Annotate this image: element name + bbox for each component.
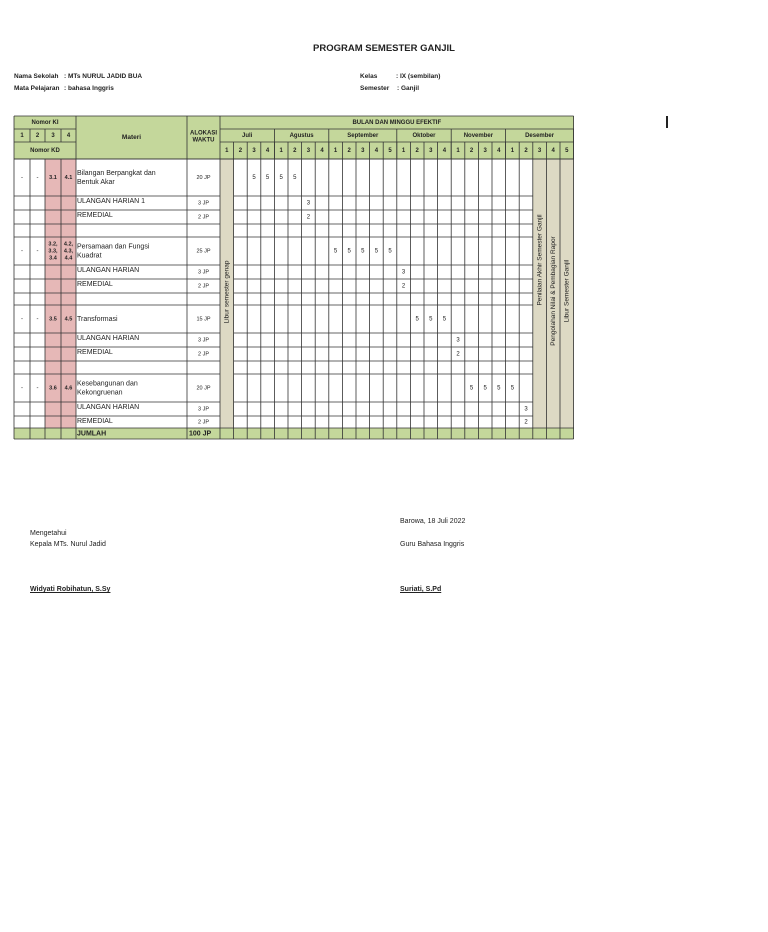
alokasi-value: 3 JP <box>197 269 210 276</box>
alokasi-value: 2 JP <box>197 419 210 426</box>
week-label: 1 <box>510 148 515 155</box>
kd4-value: 4.5 <box>64 316 73 323</box>
week-label: 5 <box>565 148 569 155</box>
week-label: 2 <box>415 148 419 155</box>
materi-header: Materi <box>121 134 142 142</box>
materi-text: REMEDIAL <box>77 280 113 288</box>
week-label: 2 <box>293 148 297 155</box>
materi-text: REMEDIAL <box>77 211 113 219</box>
headmaster-role: Kepala MTs. Nurul Jadid <box>30 541 106 548</box>
week-value: 5 <box>279 175 283 182</box>
headmaster-name: Widyati Robihatun, S.Sy <box>30 586 111 593</box>
materi-text: ULANGAN HARIAN 1 <box>77 197 146 205</box>
ki-number: 1 <box>20 133 24 140</box>
week-label: 3 <box>429 148 433 155</box>
materi-text: ULANGAN HARIAN <box>77 334 140 342</box>
week-value: 3 <box>456 337 460 344</box>
nomor-kd-header: Nomor KD <box>30 148 60 155</box>
ki1-value: - <box>21 248 23 255</box>
ki-number: 4 <box>66 133 71 140</box>
subject-label: Mata Pelajaran <box>14 85 60 92</box>
week-value: 2 <box>401 283 406 290</box>
alokasi-value: 25 JP <box>196 248 211 255</box>
alokasi-value: 20 JP <box>196 385 211 392</box>
week-label: 4 <box>320 148 324 155</box>
program-semester-table <box>0 0 768 460</box>
kd3-value: 3.2, <box>48 241 58 248</box>
teacher-role: Guru Bahasa Inggris <box>400 541 465 548</box>
ki-number: 3 <box>51 133 55 140</box>
week-value: 5 <box>361 248 365 255</box>
kd4-value: 4.6 <box>64 385 73 392</box>
alokasi-value: 20 JP <box>196 174 211 181</box>
ki2-value: - <box>36 175 39 182</box>
alokasi-value: 2 JP <box>197 214 210 221</box>
materi-text: REMEDIAL <box>77 348 113 356</box>
week-label: 2 <box>524 148 528 155</box>
kd3-value: 3.3, <box>48 248 58 255</box>
libur-genap-label: Libur semester genap <box>223 260 231 324</box>
materi-text: Bentuk Akar <box>77 178 115 186</box>
month-label: Juli <box>242 133 253 140</box>
alokasi-header: ALOKASI <box>190 130 217 137</box>
week-value: 2 <box>524 419 528 426</box>
semester-label: Semester <box>360 85 390 92</box>
week-label: 3 <box>306 148 311 155</box>
week-label: 2 <box>469 148 474 155</box>
week-value: 5 <box>388 248 392 255</box>
libur-ganjil-label: Libur Semester Ganjil <box>563 259 571 323</box>
subject-value: : bahasa Inggris <box>64 85 114 92</box>
school-value: : MTs NURUL JADID BUA <box>64 73 143 80</box>
week-value: 5 <box>265 175 270 182</box>
week-label: 4 <box>551 148 555 155</box>
school-label: Nama Sekolah <box>14 73 59 80</box>
month-label: Oktober <box>412 133 436 140</box>
month-label: Agustus <box>289 133 314 140</box>
week-value: 5 <box>415 316 419 323</box>
materi-text: ULANGAN HARIAN <box>77 403 140 411</box>
week-value: 5 <box>442 316 447 323</box>
acknowledge-label: Mengetahui <box>30 530 67 537</box>
week-label: 3 <box>252 148 256 155</box>
nomor-ki-header: Nomor KI <box>31 120 59 127</box>
kd4-value: 4.4 <box>64 255 73 262</box>
kd4-value: 4.1 <box>64 174 73 181</box>
week-value: 5 <box>469 385 474 392</box>
alokasi-value: 3 JP <box>197 200 210 207</box>
week-label: 3 <box>537 148 542 155</box>
materi-text: Kuadrat <box>77 252 102 260</box>
ki1-value: - <box>21 385 23 392</box>
semester-value: : Ganjil <box>397 85 420 92</box>
bulan-header: BULAN DAN MINGGU EFEKTIF <box>352 120 442 127</box>
week-value: 3 <box>306 200 311 207</box>
week-value: 5 <box>347 248 351 255</box>
week-value: 5 <box>374 248 379 255</box>
ki-number: 2 <box>35 133 40 140</box>
week-label: 4 <box>265 148 270 155</box>
week-label: 3 <box>361 148 365 155</box>
materi-text: Kekongruenan <box>77 389 123 397</box>
week-value: 2 <box>456 351 460 358</box>
ki2-value: - <box>36 248 39 255</box>
ki2-value: - <box>36 385 39 392</box>
ki2-value: - <box>36 316 39 323</box>
materi-text: Bilangan Berpangkat dan <box>77 169 156 177</box>
week-value: 3 <box>401 269 406 276</box>
place-date: Barowa, 18 Juli 2022 <box>400 518 466 525</box>
week-value: 5 <box>497 385 501 392</box>
kd3-value: 3.1 <box>49 174 57 181</box>
materi-text: Transformasi <box>77 315 118 323</box>
alokasi-value: 3 JP <box>197 406 210 413</box>
week-label: 2 <box>347 148 351 155</box>
week-label: 2 <box>238 148 243 155</box>
jumlah-value: 100 JP <box>189 430 212 438</box>
ki1-value: - <box>21 316 23 323</box>
kd4-value: 4.2, <box>63 241 74 248</box>
week-label: 4 <box>442 148 447 155</box>
materi-text: Kesebangunan dan <box>77 380 138 388</box>
alokasi-value: 15 JP <box>196 316 211 323</box>
pengolahan-label: Pengolahan Nilai & Pembagian Rapor <box>549 236 557 346</box>
week-value: 5 <box>429 316 433 323</box>
materi-text: REMEDIAL <box>77 417 113 425</box>
week-value: 2 <box>306 214 311 221</box>
week-label: 4 <box>374 148 379 155</box>
month-label: September <box>347 133 379 140</box>
kd3-value: 3.5 <box>49 316 57 323</box>
alokasi-value: 2 JP <box>197 351 210 358</box>
week-label: 1 <box>456 148 460 155</box>
week-value: 5 <box>293 175 297 182</box>
kd3-value: 3.6 <box>49 385 57 392</box>
class-label: Kelas <box>360 73 378 80</box>
month-label: November <box>463 133 494 140</box>
week-value: 5 <box>510 385 515 392</box>
week-label: 4 <box>497 148 501 155</box>
page-title: PROGRAM SEMESTER GANJIL <box>313 43 455 54</box>
kd4-value: 4.3, <box>63 248 74 255</box>
alokasi-value: 2 JP <box>197 283 210 290</box>
week-value: 5 <box>333 248 338 255</box>
materi-text: Persamaan dan Fungsi <box>77 243 150 251</box>
week-label: 5 <box>388 148 392 155</box>
week-label: 3 <box>483 148 487 155</box>
week-label: 1 <box>333 148 338 155</box>
week-label: 1 <box>401 148 406 155</box>
month-label: Desember <box>525 133 555 140</box>
ki1-value: - <box>21 175 23 182</box>
teacher-name: Suriati, S.Pd <box>400 586 442 593</box>
class-value: : IX (sembilan) <box>396 73 441 80</box>
week-value: 5 <box>252 175 256 182</box>
penilaian-label: Penilaian Akhir Semester Ganjil <box>536 214 544 306</box>
week-label: 1 <box>225 148 229 155</box>
alokasi-header: WAKTU <box>192 137 215 144</box>
week-label: 1 <box>279 148 283 155</box>
kd3-value: 3.4 <box>49 255 57 262</box>
week-value: 3 <box>524 406 528 413</box>
jumlah-label: JUMLAH <box>77 430 107 438</box>
materi-text: ULANGAN HARIAN <box>77 266 140 274</box>
week-value: 5 <box>483 385 487 392</box>
alokasi-value: 3 JP <box>197 337 210 344</box>
